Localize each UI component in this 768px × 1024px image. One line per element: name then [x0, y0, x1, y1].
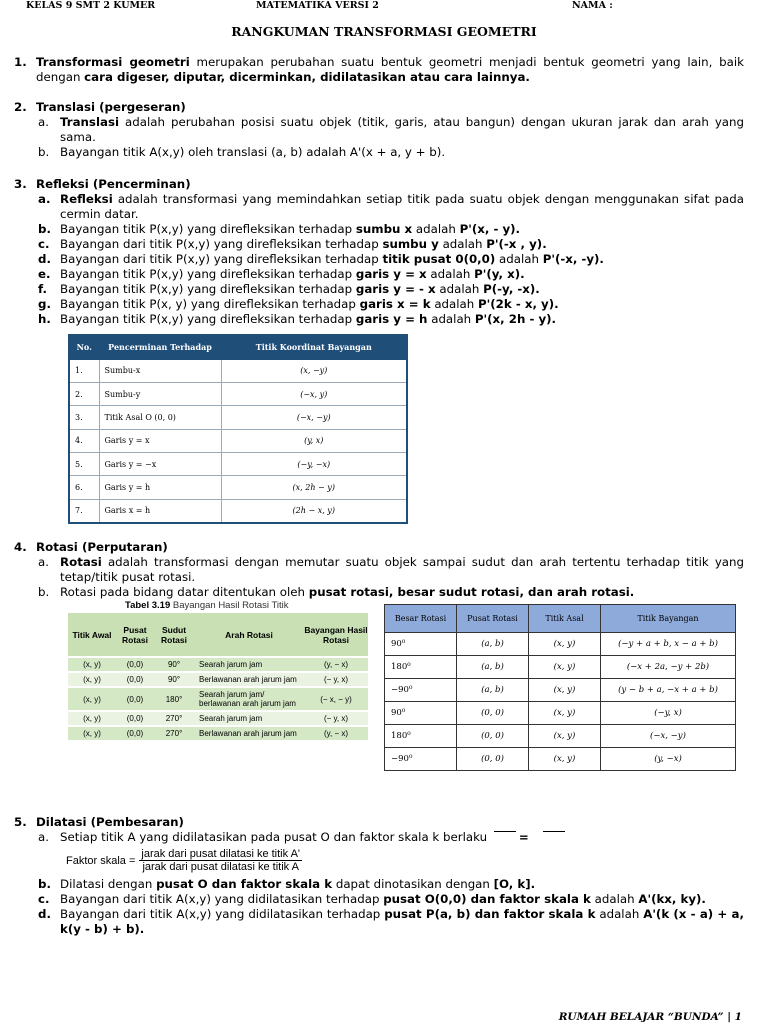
table-cell: 90⁰ [385, 702, 457, 725]
table-cell: 3. [69, 406, 99, 429]
table-cell: 5. [69, 453, 99, 476]
table-cell: Searah jarum jam/ berlawanan arah jarum jam [194, 687, 304, 711]
table-cell: (− y, x) [304, 672, 368, 687]
table-cell: (x, −y) [221, 359, 407, 382]
table-header: No. [69, 335, 99, 359]
section-5-items [14, 877, 744, 937]
table-cell: (a, b) [457, 633, 529, 656]
table-cell: (0,0) [116, 657, 154, 672]
table-cell: (y, − x) [304, 726, 368, 740]
table-cell: (2h − x, y) [221, 499, 407, 522]
table-cell: Sumbu-x [99, 359, 221, 382]
list-item: a. Setiap titik A yang didilatasikan pada pusat O dan faktor skala k berlaku = [38, 830, 744, 845]
table-cell: (−y + a + b, x − a + b) [601, 633, 736, 656]
table-cell: 90° [154, 657, 194, 672]
class-label: KELAS 9 SMT 2 KUMER [26, 0, 156, 11]
table-row [68, 672, 368, 687]
section-5-title: Dilatasi (Pembesaran) [36, 815, 184, 829]
table-cell: 90⁰ [385, 633, 457, 656]
table-row [69, 406, 407, 429]
section-2: 2. Translasi (pergeseran) a. Translasi adalah perubahan posisi suatu objek (titik, garis, atau bangun) dengan ukuran jarak dan arah yang sama. b. Bayangan titik A(x,y) oleh translasi (a, b) adalah A'(x + a, y + b). [14, 100, 744, 159]
table-cell: (x, y) [529, 633, 601, 656]
list-item: e. Bayangan titik P(x,y) yang direfleksikan terhadap garis y = x adalah P'(y, x). [38, 267, 525, 281]
table-row [69, 453, 407, 476]
table-row [385, 633, 736, 656]
table-row [385, 702, 736, 725]
table-header: Pencerminan Terhadap [99, 335, 221, 359]
table-cell: Garis y = x [99, 429, 221, 452]
table-cell: (−y, −x) [221, 453, 407, 476]
rotation-table-caption: Tabel 3.19 Bayangan Hasil Rotasi Titik [125, 600, 289, 611]
table-header: Titik Awal [68, 613, 116, 657]
table-row [385, 656, 736, 679]
table-cell: 180⁰ [385, 656, 457, 679]
table-row [69, 382, 407, 405]
table-cell: 7. [69, 499, 99, 522]
table-cell: 4. [69, 429, 99, 452]
table-cell: (x, y) [529, 748, 601, 771]
table-cell: (x, y) [68, 657, 116, 672]
page-title: RANGKUMAN TRANSFORMASI GEOMETRI [231, 24, 537, 39]
table-header: Pusat Rotasi [457, 605, 529, 633]
table-cell: (x, y) [529, 702, 601, 725]
section-1: 1. Transformasi geometri merupakan perubahan suatu bentuk geometri menjadi bentuk geometri yang lain, baik dengan cara digeser, diputar, dicerminkan, didilatasikan atau cara lainnya. [14, 55, 744, 84]
table-header: Arah Rotasi [194, 613, 304, 657]
table-header: Sudut Rotasi [154, 613, 194, 657]
table-cell: (x, y) [68, 687, 116, 711]
table-cell: −90⁰ [385, 748, 457, 771]
list-item: a. Translasi adalah perubahan posisi suatu objek (titik, garis, atau bangun) dengan ukuran jarak dan arah yang sama. [38, 115, 744, 144]
list-item: c. Bayangan dari titik P(x,y) yang direfleksikan terhadap sumbu y adalah P'(-x , y). [38, 237, 547, 251]
table-cell: (−x, y) [221, 382, 407, 405]
table-row [68, 726, 368, 740]
table-cell: 270° [154, 726, 194, 740]
table-cell: (0,0) [116, 726, 154, 740]
reflection-table [68, 334, 408, 524]
table-cell: (−x, −y) [601, 725, 736, 748]
list-item: a. Refleksi adalah transformasi yang memindahkan setiap titik pada suatu objek dengan menggunakan sifat pada cermin datar. [38, 192, 744, 221]
table-cell: (x, 2h − y) [221, 476, 407, 499]
list-item: b. Bayangan titik A(x,y) oleh translasi (a, b) adalah A'(x + a, y + b). [38, 145, 446, 159]
table-cell: Garis y = h [99, 476, 221, 499]
table-cell: Sumbu-y [99, 382, 221, 405]
table-cell: (y, − x) [304, 657, 368, 672]
table-cell: −90⁰ [385, 679, 457, 702]
table-row [69, 476, 407, 499]
table-cell: (x, y) [68, 726, 116, 740]
list-item: b. Rotasi pada bidang datar ditentukan oleh pusat rotasi, besar sudut rotasi, dan arah rotasi. [38, 585, 635, 599]
table-cell: 270° [154, 711, 194, 726]
table-row [69, 429, 407, 452]
table-cell: 2. [69, 382, 99, 405]
section-4: 4. Rotasi (Perputaran) a. Rotasi adalah transformasi dengan memutar suatu objek sampai sudut dan arah tertentu terhadap titik yang tetap/titik pusat rotasi. b. Rotasi pada bidang datar ditentukan oleh pusat rotasi, besar sudut rotasi, dan arah rotasi. [14, 540, 744, 599]
table-cell: Berlawanan arah jarum jam [194, 672, 304, 687]
table-cell: Searah jarum jam [194, 711, 304, 726]
table-cell: Garis y = −x [99, 453, 221, 476]
table-cell: 6. [69, 476, 99, 499]
table-cell: (− x, − y) [304, 687, 368, 711]
table-cell: 180° [154, 687, 194, 711]
list-item: b. Bayangan titik P(x,y) yang direfleksikan terhadap sumbu x adalah P'(x, - y). [38, 222, 521, 236]
subject-label: MATEMATIKA VERSI 2 [256, 0, 379, 11]
table-cell: 90° [154, 672, 194, 687]
table-cell: (x, y) [68, 672, 116, 687]
table-cell: (−x + 2a, −y + 2b) [601, 656, 736, 679]
table-cell: (a, b) [457, 679, 529, 702]
table-row [385, 679, 736, 702]
table-cell: (0,0) [116, 672, 154, 687]
table-cell: 1. [69, 359, 99, 382]
section-3: 3. Refleksi (Pencerminan) a. Refleksi adalah transformasi yang memindahkan setiap titik pada suatu objek dengan menggunakan sifat pada cermin datar. b. Bayangan titik P(x,y) yang direfleksikan terhadap sumbu x adalah P'(x, - y). c. Bayangan dari titik P(x,y) yang direfleksikan terhadap sumbu y adalah P'(-x , y). d. Bayangan dari titik P(x,y) yang direfleksikan terhadap titik pusat 0(0,0) adalah P'(-x, -y). e. Bayangan titik P(x,y) yang direfleksikan terhadap garis y = x adalah P'(y, x). f. Bayangan titik P(x,y) yang direfleksikan terhadap garis y = - x adalah P(-y, -x). g. Bayangan titik P(x, y) yang direfleksikan terhadap garis x = k adalah P'(2k - x, y). h. Bayangan titik P(x,y) yang direfleksikan terhadap garis y = h adalah P'(x, 2h - y). [14, 177, 744, 326]
table-cell: (x, y) [529, 679, 601, 702]
list-item: b. Dilatasi dengan pusat O dan faktor skala k dapat dinotasikan dengan [O, k]. [38, 877, 536, 891]
table-cell: (−x, −y) [221, 406, 407, 429]
table-row [385, 748, 736, 771]
table-cell: (0,0) [116, 711, 154, 726]
table-cell: Garis x = h [99, 499, 221, 522]
table-cell: (y, −x) [601, 748, 736, 771]
table-header: Besar Rotasi [385, 605, 457, 633]
list-item: f. Bayangan titik P(x,y) yang direfleksikan terhadap garis y = - x adalah P(-y, -x). [38, 282, 540, 296]
list-item: a. Rotasi adalah transformasi dengan memutar suatu objek sampai sudut dan arah tertentu terhadap titik yang tetap/titik pusat rotasi. [38, 555, 744, 584]
table-cell: (x, y) [529, 725, 601, 748]
table-row [68, 687, 368, 711]
table-row [69, 359, 407, 382]
section-5: 5. Dilatasi (Pembesaran) a. Setiap titik A yang didilatasikan pada pusat O dan faktor skala k berlaku = [14, 815, 744, 845]
table-row [68, 657, 368, 672]
table-cell: (0, 0) [457, 725, 529, 748]
table-row [68, 711, 368, 726]
table-cell: (0,0) [116, 687, 154, 711]
list-item: g. Bayangan titik P(x, y) yang direfleksikan terhadap garis x = k adalah P'(2k - x, y). [38, 297, 559, 311]
list-item: d. Bayangan dari titik A(x,y) yang didilatasikan terhadap pusat P(a, b) dan faktor skala k adalah A'(k (x - a) + a, k(y - b) + b). [38, 907, 744, 936]
table-cell: Searah jarum jam [194, 657, 304, 672]
section-3-title: Refleksi (Pencerminan) [36, 177, 191, 191]
table-header: Titik Koordinat Bayangan [221, 335, 407, 359]
scale-factor-formula: Faktor skala = $\frac{\text{jarak dari pusat dilatasi ke titik A'}}{\text{jarak dari pusat dilatasi ke titik A}}$ [66, 848, 301, 873]
section-4-title: Rotasi (Perputaran) [36, 540, 168, 554]
rotation-table-2 [384, 604, 736, 771]
table-header: Bayangan Hasil Rotasi [304, 613, 368, 657]
table-cell: Titik Asal O (0, 0) [99, 406, 221, 429]
table-cell: Berlawanan arah jarum jam [194, 726, 304, 740]
table-row [385, 725, 736, 748]
table-cell: (0, 0) [457, 748, 529, 771]
table-cell: (y − b + a, −x + a + b) [601, 679, 736, 702]
table-cell: (x, y) [68, 711, 116, 726]
table-cell: (x, y) [529, 656, 601, 679]
table-cell: (0, 0) [457, 702, 529, 725]
table-cell: (−y, x) [601, 702, 736, 725]
table-cell: 180⁰ [385, 725, 457, 748]
list-item: d. Bayangan dari titik P(x,y) yang direfleksikan terhadap titik pusat 0(0,0) adalah P'(-x, -y). [38, 252, 604, 266]
table-header: Titik Bayangan [601, 605, 736, 633]
rotation-table-1 [68, 613, 368, 740]
section-2-title: Translasi (pergeseran) [36, 100, 186, 114]
list-item: c. Bayangan dari titik A(x,y) yang didilatasikan terhadap pusat O(0,0) dan faktor skala k adalah A'(kx, ky). [38, 892, 706, 906]
table-cell: (y, x) [221, 429, 407, 452]
list-item: h. Bayangan titik P(x,y) yang direfleksikan terhadap garis y = h adalah P'(x, 2h - y). [38, 312, 557, 326]
table-header: Pusat Rotasi [116, 613, 154, 657]
table-cell: (a, b) [457, 656, 529, 679]
table-header: Titik Asal [529, 605, 601, 633]
name-label: NAMA : [572, 0, 613, 11]
table-row [69, 499, 407, 522]
table-cell: (− y, x) [304, 711, 368, 726]
footer: RUMAH BELAJAR “BUNDA” | 1 [558, 1011, 742, 1023]
